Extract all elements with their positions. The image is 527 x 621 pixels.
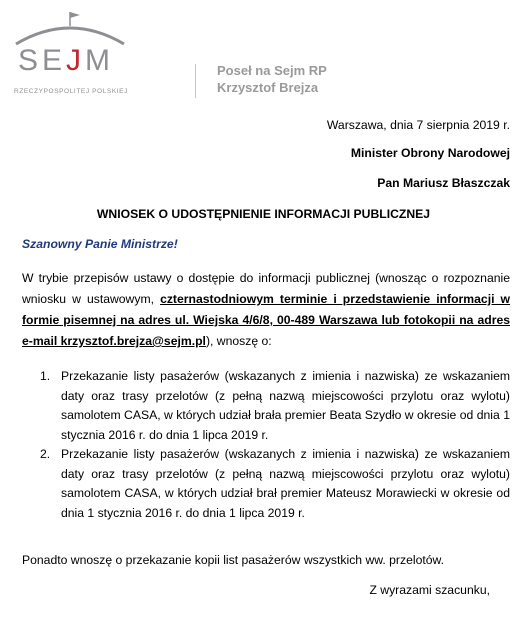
office-line-1: Poseł na Sejm RP: [217, 63, 327, 78]
intro-paragraph: W trybie przepisów ustawy o dostępie do informacji publicznej (wnosząc o rozpoznanie wniosku w ustawowym, czternastodniowym terminie i przedstawienie informacji w formie pisemnej na adres ul. Wiejska 4/6/8, 00-489 Warszawa lub fotokopii na adres e-mail krzysztof.brejza@sejm.pl), wnoszę o:: [22, 271, 511, 348]
letterhead: [0, 0, 527, 110]
sejm-logo: [12, 8, 132, 100]
logo-subtitle: RZECZYPOSPOLITEJ POLSKIEJ: [14, 88, 128, 95]
recipient-name: Pan Mariusz Błaszczak: [377, 176, 510, 190]
request-list: [40, 367, 510, 523]
letter-date: Warszawa, dnia 7 sierpnia 2019 r.: [326, 118, 510, 132]
office-line-2: Krzysztof Brejza: [217, 80, 319, 95]
recipient-office: Minister Obrony Narodowej: [350, 146, 510, 160]
letter-title: WNIOSEK O UDOSTĘPNIENIE INFORMACJI PUBLICZNEJ: [96, 207, 431, 221]
signoff: Z wyrazami szacunku,: [369, 583, 490, 597]
greeting: Szanowny Panie Ministrze!: [22, 237, 178, 251]
list-item: 1. Przekazanie listy pasażerów (wskazanych z imienia i nazwiska) ze wskazaniem daty oraz trasy przelotów (z pełną nazwą miejscowości przylotu oraz wylotu) samolotem CASA, w których udział brała premier Beata Szydło w okresie od dnia 1 stycznia 2016 r. do dnia 1 lipca 2019 r.: [40, 369, 510, 442]
list-item: 2. Przekazanie listy pasażerów (wskazanych z imienia i nazwiska) ze wskazaniem daty oraz trasy przelotów (z pełną nazwą miejscowości przylotu oraz wylotu) samolotem CASA, w których udział brał premier Mateusz Morawiecki w okresie od dnia 1 stycznia 2016 r. do dnia 1 lipca 2019 r.: [40, 447, 510, 520]
letterhead-divider: [195, 64, 196, 98]
request-terms: czternastodniowym terminie i przedstawienie informacji w formie pisemnej na adres ul. Wiejska 4/6/8, 00-489 Warszawa lub fotokopii na adres e-mail krzysztof.brejza@sejm.pl: [22, 292, 511, 348]
office-block: [217, 62, 327, 96]
closing-paragraph: Ponadto wnoszę o przekazanie kopii list pasażerów wszystkich ww. przelotów.: [22, 553, 445, 567]
logo-wordmark: SEJM: [18, 44, 115, 77]
